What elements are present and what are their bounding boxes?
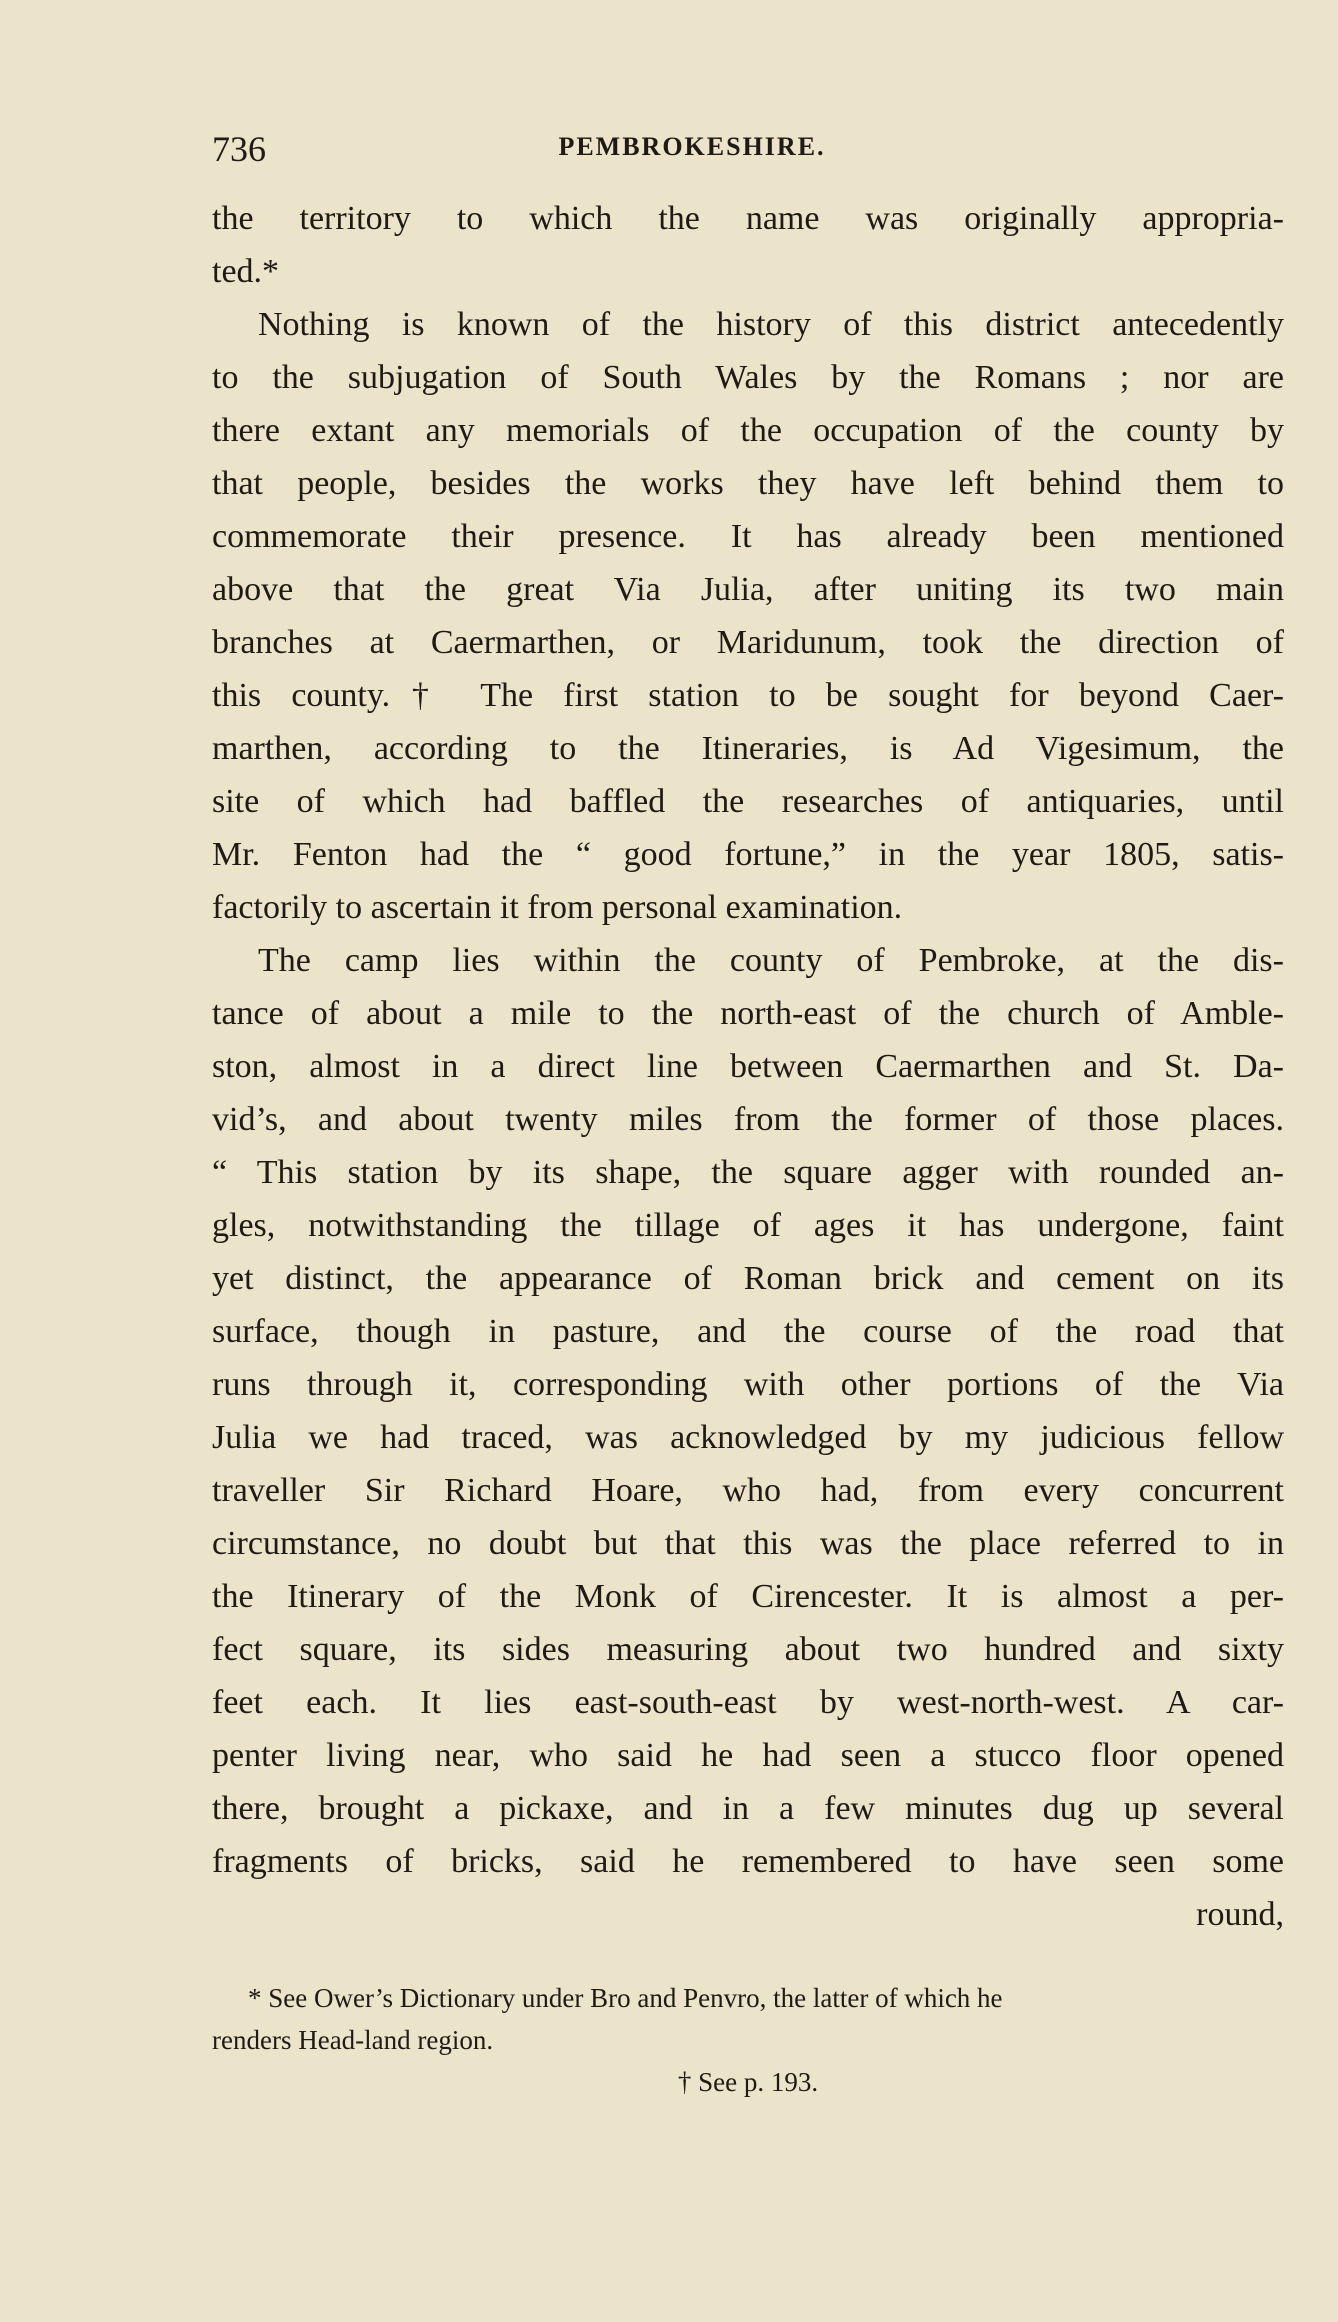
text-line: runs through it, corresponding with other portions of the Via [212,1366,1284,1403]
text-line: traveller Sir Richard Hoare, who had, from every concurrent [212,1472,1284,1509]
text-line: “ This station by its shape, the square agger with rounded an- [212,1154,1284,1191]
text-line: Mr. Fenton had the “ good fortune,” in the year 1805, satis- [212,836,1284,873]
text-line: branches at Caermarthen, or Maridunum, took the direction of [212,624,1284,661]
body-text [212,192,1284,1941]
page-number: 736 [212,129,266,169]
text-line: circumstance, no doubt but that this was the place referred to in [212,1525,1284,1562]
text-line: ston, almost in a direct line between Caermarthen and St. Da- [212,1048,1284,1085]
text-line: fragments of bricks, said he remembered to have seen some [212,1843,1284,1880]
text-line: feet each. It lies east-south-east by west-north-west. A car- [212,1684,1284,1721]
text-line: site of which had baffled the researches of antiquaries, until [212,783,1284,820]
text-line: The camp lies within the county of Pembroke, at the dis- [258,942,1284,979]
text-line: that people, besides the works they have left behind them to [212,465,1284,502]
running-head: PEMBROKESHIRE. [558,132,826,161]
text-line: above that the great Via Julia, after uniting its two main [212,571,1284,608]
text-line: vid’s, and about twenty miles from the former of those places. [212,1101,1284,1138]
text-line: marthen, according to the Itineraries, is Ad Vigesimum, the [212,730,1284,767]
text-line: penter living near, who said he had seen a stucco floor opened [212,1737,1284,1774]
text-line: to the subjugation of South Wales by the Romans ; nor are [212,359,1284,396]
text-line: ted.* [212,253,280,290]
page-header [212,128,1132,172]
text-line: fect square, its sides measuring about two hundred and sixty [212,1631,1284,1668]
text-line: there extant any memorials of the occupation of the county by [212,412,1284,449]
text-line: this county.† The first station to be sought for beyond Caer- [212,677,1284,714]
text-line: yet distinct, the appearance of Roman brick and cement on its [212,1260,1284,1297]
text-line: tance of about a mile to the north-east of the church of Amble- [212,995,1284,1032]
footnote: * See Ower’s Dictionary under Bro and Penvro, the latter of which he [248,1983,1003,2013]
catchword: round, [1196,1896,1284,1933]
text-line: the Itinerary of the Monk of Cirencester. It is almost a per- [212,1578,1284,1615]
footnote: † See p. 193. [677,2067,819,2097]
footnote-continuation: renders Head-land region. [212,2025,494,2055]
text-line: the territory to which the name was originally appropria- [212,200,1284,237]
text-line: gles, notwithstanding the tillage of ages it has undergone, faint [212,1207,1284,1244]
text-line: Nothing is known of the history of this district antecedently [258,306,1284,343]
text-line: factorily to ascertain it from personal examination. [212,889,903,926]
text-line: commemorate their presence. It has already been mentioned [212,518,1284,555]
text-line: surface, though in pasture, and the course of the road that [212,1313,1284,1350]
text-line: Julia we had traced, was acknowledged by my judicious fellow [212,1419,1284,1456]
text-line: there, brought a pickaxe, and in a few minutes dug up several [212,1790,1284,1827]
footnotes [212,1977,1284,2103]
